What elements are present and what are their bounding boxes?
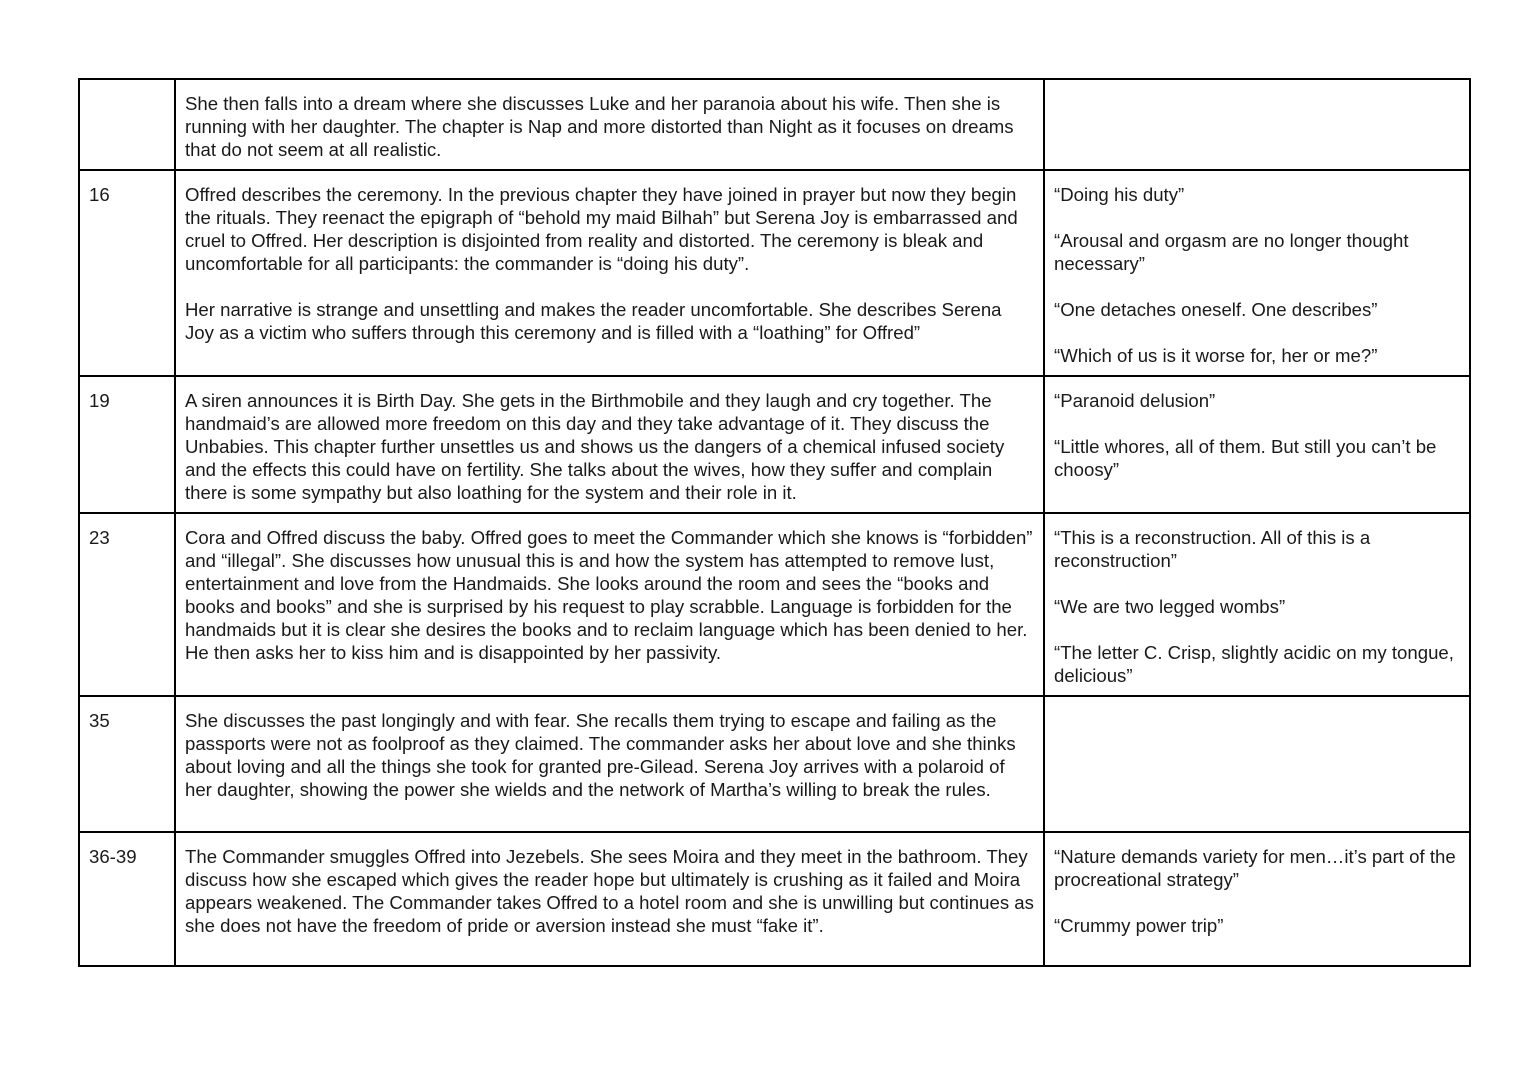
quotes-cell (1044, 832, 1470, 966)
chapter-number: 16 (89, 184, 110, 205)
quote: “Nature demands variety for men…it’s part of the procreational strategy” (1054, 846, 1456, 890)
chapter-cell (79, 376, 175, 513)
quote: “We are two legged wombs” (1054, 596, 1286, 617)
chapter-cell (79, 513, 175, 696)
summary-cell (175, 376, 1044, 513)
summary-cell (175, 696, 1044, 832)
chapter-number: 36-39 (89, 846, 137, 867)
summary-paragraph: She discusses the past longingly and with fear. She recalls them trying to escape and failing as the passports were not as foolproof as they claimed. The commander asks her about love and she thinks about loving and all the things she took for granted pre-Gilead. Serena Joy arrives with a polaroid of her daughter, showing the power she wields and the network of Martha’s willing to break the rules. (185, 710, 1016, 800)
summary-cell (175, 513, 1044, 696)
quote: “Which of us is it worse for, her or me?” (1054, 345, 1378, 366)
chapter-notes-table (78, 78, 1471, 967)
table-row (79, 696, 1470, 832)
summary-cell (175, 170, 1044, 376)
quote: “This is a reconstruction. All of this is a reconstruction” (1054, 527, 1371, 571)
quote: “Little whores, all of them. But still you can’t be choosy” (1054, 436, 1437, 480)
chapter-cell (79, 170, 175, 376)
quote: “Paranoid delusion” (1054, 390, 1216, 411)
summary-paragraph: Her narrative is strange and unsettling and makes the reader uncomfortable. She describes Serena Joy as a victim who suffers through this ceremony and is filled with a “loathing” for Offred” (185, 299, 1002, 343)
table-row (79, 170, 1470, 376)
quotes-cell (1044, 513, 1470, 696)
table-row (79, 79, 1470, 170)
quote: “One detaches oneself. One describes” (1054, 299, 1378, 320)
chapter-number: 35 (89, 710, 110, 731)
quote: “Doing his duty” (1054, 184, 1185, 205)
quotes-cell (1044, 376, 1470, 513)
summary-paragraph: The Commander smuggles Offred into Jezebels. She sees Moira and they meet in the bathroom. They discuss how she escaped which gives the reader hope but ultimately is crushing as it failed and Moira appears weakened. The Commander takes Offred to a hotel room and she is unwilling but continues as she does not have the freedom of pride or aversion instead she must “fake it”. (185, 846, 1034, 936)
table-row (79, 513, 1470, 696)
chapter-number: 19 (89, 390, 110, 411)
quotes-cell (1044, 79, 1470, 170)
summary-cell (175, 79, 1044, 170)
table-row (79, 832, 1470, 966)
chapter-cell (79, 696, 175, 832)
quotes-cell (1044, 170, 1470, 376)
summary-paragraph: Cora and Offred discuss the baby. Offred goes to meet the Commander which she knows is “forbidden” and “illegal”. She discusses how unusual this is and how the system has attempted to remove lust, entertainment and love from the Handmaids. She looks around the room and sees the “books and books and books” and she is surprised by his request to play scrabble. Language is forbidden for the handmaids but it is clear she desires the books and to reclaim language which has been denied to her. He then asks her to kiss him and is disappointed by her passivity. (185, 527, 1033, 663)
summary-paragraph: Offred describes the ceremony. In the previous chapter they have joined in prayer but now they begin the rituals. They reenact the epigraph of “behold my maid Bilhah” but Serena Joy is embarrassed and cruel to Offred. Her description is disjointed from reality and distorted. The ceremony is bleak and uncomfortable for all participants: the commander is “doing his duty”. (185, 184, 1018, 274)
table-row (79, 376, 1470, 513)
quote: “The letter C. Crisp, slightly acidic on my tongue, delicious” (1054, 642, 1454, 686)
quote: “Crummy power trip” (1054, 915, 1224, 936)
quotes-cell (1044, 696, 1470, 832)
chapter-cell (79, 832, 175, 966)
summary-paragraph: She then falls into a dream where she discusses Luke and her paranoia about his wife. Then she is running with her daughter. The chapter is Nap and more distorted than Night as it focuses on dreams that do not seem at all realistic. (185, 93, 1014, 160)
quote: “Arousal and orgasm are no longer thought necessary” (1054, 230, 1409, 274)
chapter-number: 23 (89, 527, 110, 548)
summary-cell (175, 832, 1044, 966)
chapter-cell (79, 79, 175, 170)
summary-paragraph: A siren announces it is Birth Day. She gets in the Birthmobile and they laugh and cry together. The handmaid’s are allowed more freedom on this day and they take advantage of it. They discuss the Unbabies. This chapter further unsettles us and shows us the dangers of a chemical infused society and the effects this could have on fertility. She talks about the wives, how they suffer and complain there is some sympathy but also loathing for the system and their role in it. (185, 390, 1005, 503)
